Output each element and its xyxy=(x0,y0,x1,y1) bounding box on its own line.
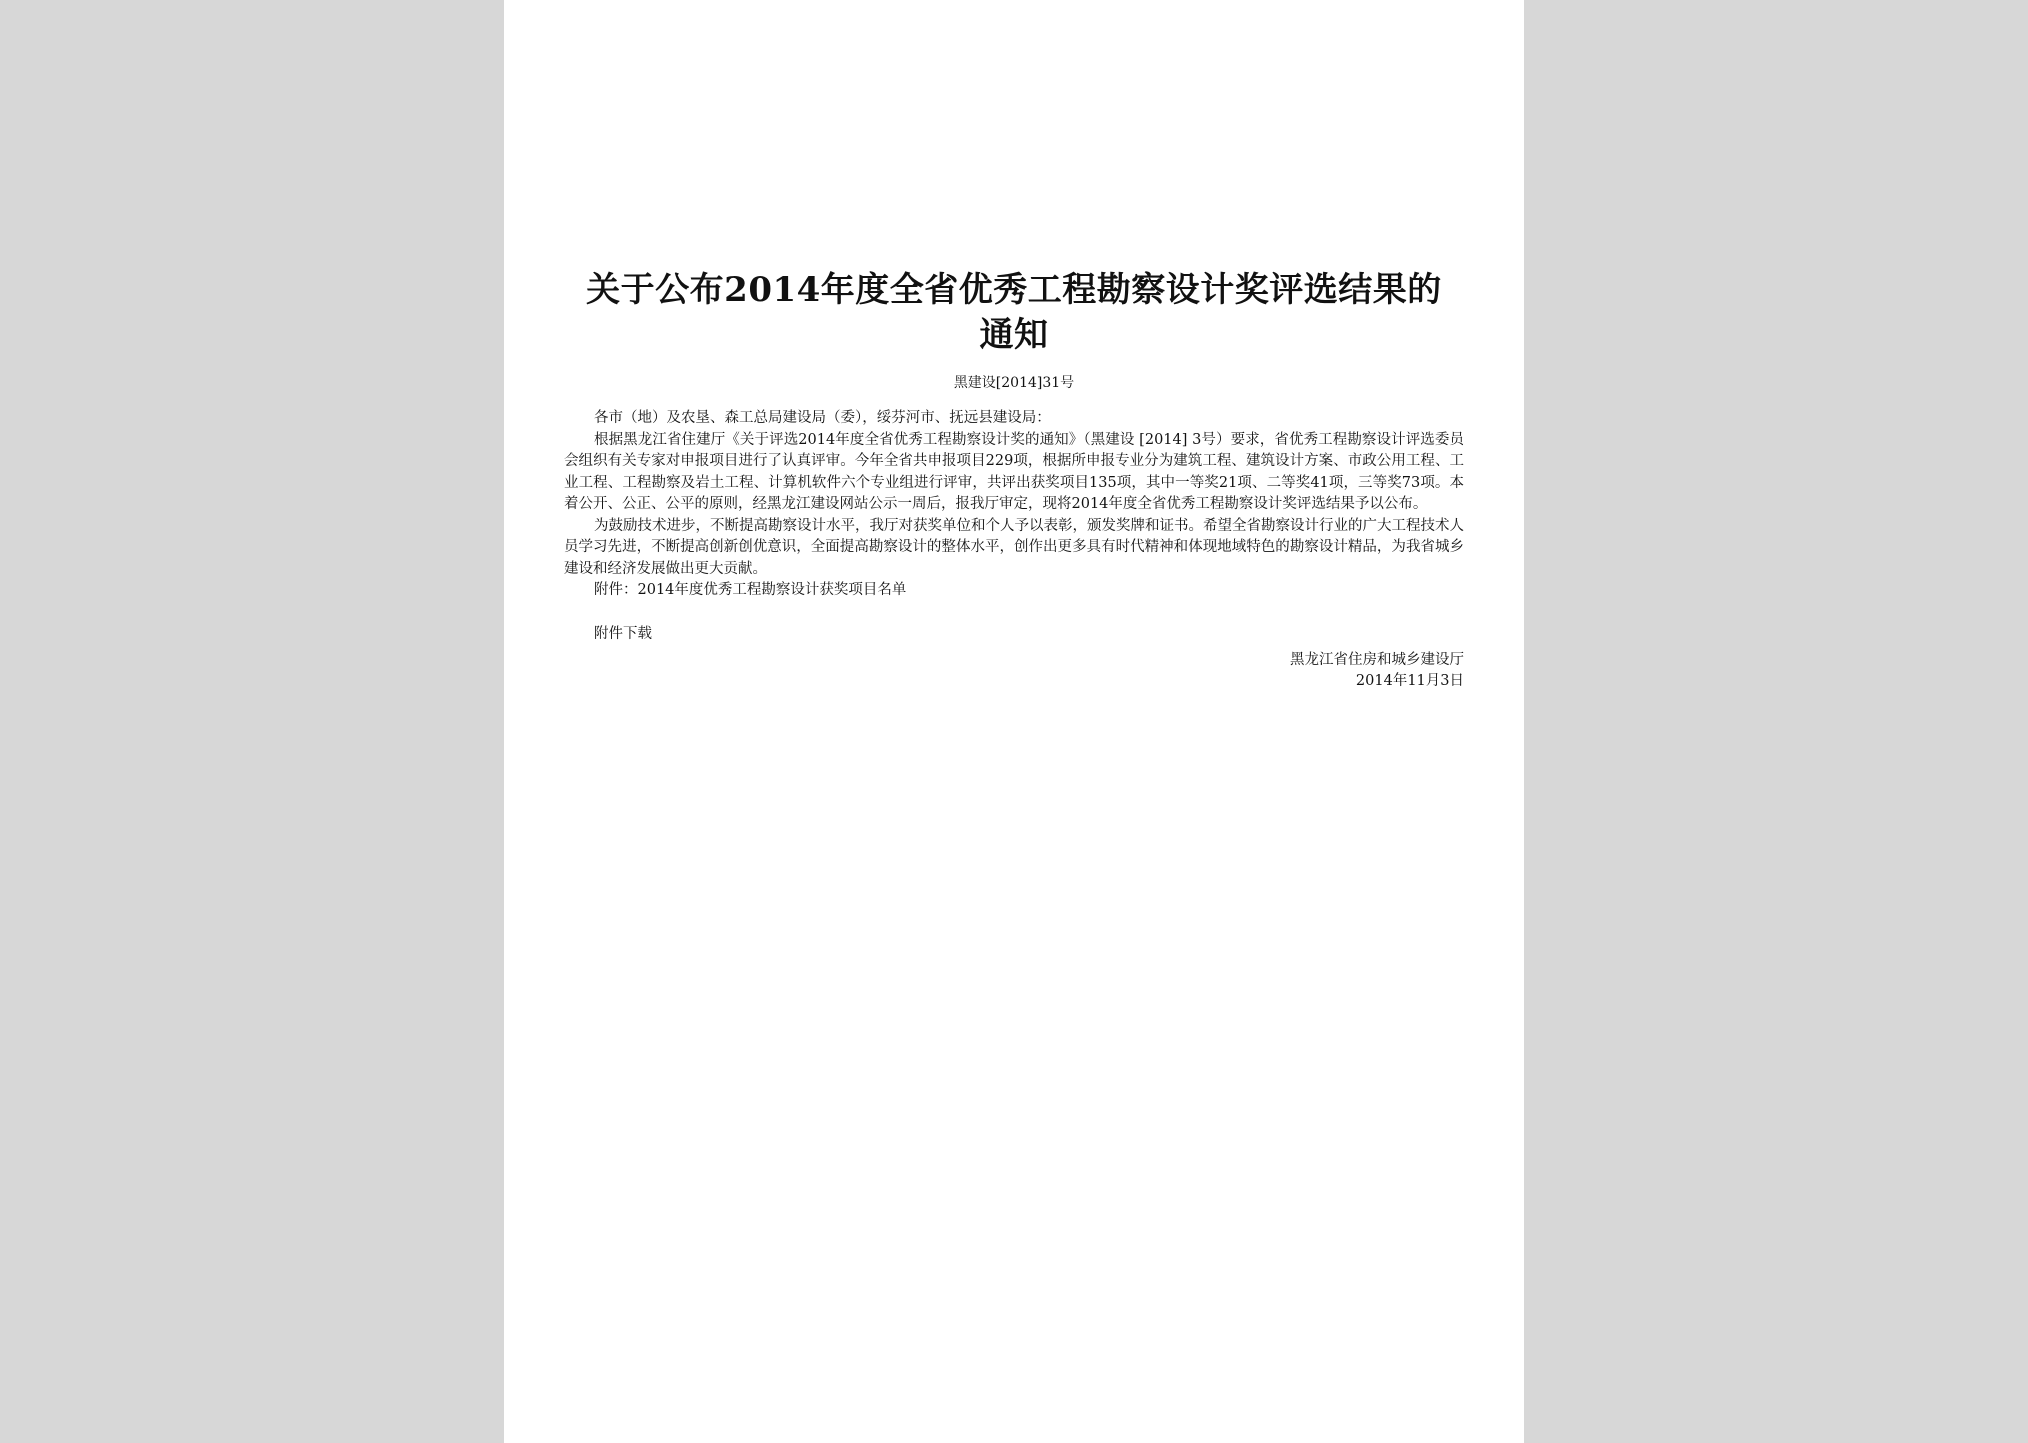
document-page xyxy=(504,0,1524,1443)
title-line-1: 关于公布2014年度全省优秀工程勘察设计奖评选结果的 xyxy=(586,270,1442,310)
title-line-2: 通知 xyxy=(979,315,1049,355)
attachment-download-link[interactable]: 附件下载 xyxy=(594,626,652,642)
paragraph-2: 为鼓励技术进步，不断提高勘察设计水平，我厅对获奖单位和个人予以表彰，颁发奖牌和证书。希望全省勘察设计行业的广大工程技术人员学习先进，不断提高创新创优意识，全面提高勘察设计的整体水平，创作出更多具有时代精神和体现地域特色的勘察设计精品，为我省城乡建设和经济发展做出更大贡献。 xyxy=(564,517,1464,577)
document-number: 黑建设[2014]31号 xyxy=(953,375,1075,391)
attachment-note: 附件：2014年度优秀工程勘察设计获奖项目名单 xyxy=(594,582,907,598)
document-title xyxy=(564,268,1464,358)
issuer: 黑龙江省住房和城乡建设厅 xyxy=(1290,652,1464,668)
paragraph-1: 根据黑龙江省住建厅《关于评选2014年度全省优秀工程勘察设计奖的通知》（黑建设 [2014] 3号）要求，省优秀工程勘察设计评选委员会组织有关专家对申报项目进行了认真评审。今年全省共申报项目229项，根据所申报专业分为建筑工程、建筑设计方案、市政公用工程、工业工程、工程勘察及岩土工程、计算机软件六个专业组进行评审，共评出获奖项目135项，其中一等奖21项、二等奖41项，三等奖73项。本着公开、公正、公平的原则，经黑龙江建设网站公示一周后，报我厅审定，现将2014年度全省优秀工程勘察设计奖评选结果予以公布。 xyxy=(564,431,1464,512)
signature-block xyxy=(1290,650,1464,692)
document-body xyxy=(564,408,1464,602)
issue-date: 2014年11月3日 xyxy=(1355,673,1464,689)
salutation: 各市（地）及农垦、森工总局建设局（委），绥芬河市、抚远县建设局： xyxy=(594,410,1051,426)
